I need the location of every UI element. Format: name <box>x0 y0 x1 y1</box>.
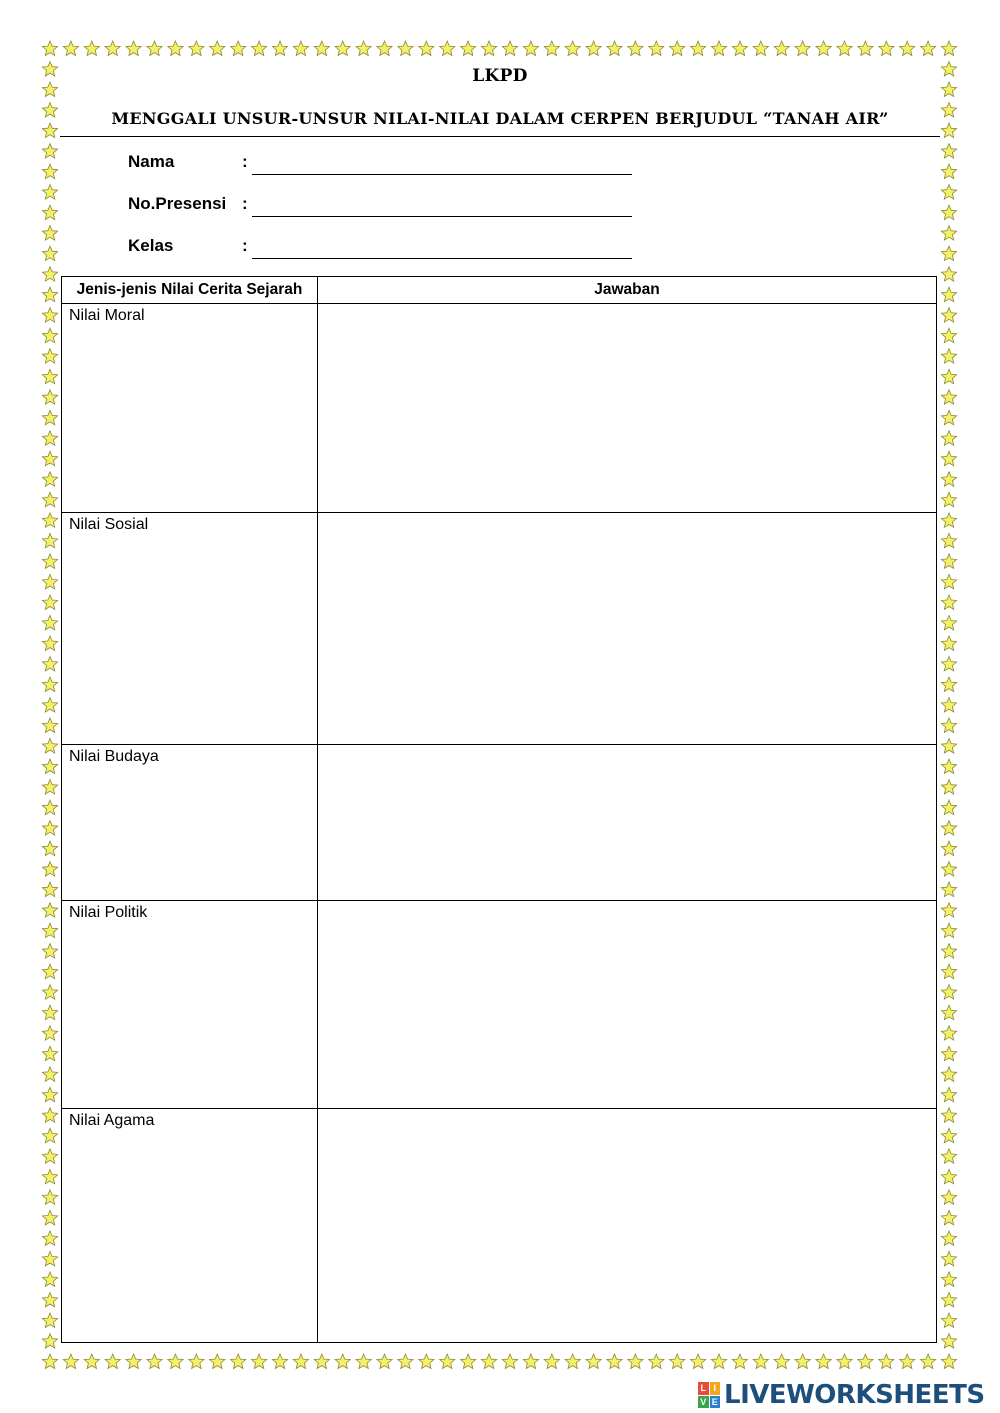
category-cell: Nilai Sosial <box>62 513 318 745</box>
star-icon <box>941 451 956 466</box>
star-icon <box>816 41 831 56</box>
star-icon <box>440 1354 455 1369</box>
star-icon <box>461 1354 476 1369</box>
star-icon <box>42 1046 57 1060</box>
star-icon <box>42 554 57 569</box>
star-icon <box>941 985 956 1000</box>
star-icon <box>732 1354 747 1369</box>
star-icon <box>941 390 956 404</box>
star-icon <box>711 1354 726 1369</box>
star-icon <box>210 41 225 56</box>
star-icon <box>607 41 622 56</box>
star-icon <box>398 1354 413 1369</box>
star-icon <box>711 41 726 56</box>
star-icon <box>42 451 57 466</box>
star-icon <box>147 41 162 56</box>
star-icon <box>377 1354 392 1369</box>
star-icon <box>42 1272 57 1287</box>
star-icon <box>42 1169 57 1183</box>
star-icon <box>941 123 956 137</box>
star-icon <box>941 821 956 836</box>
star-icon <box>42 882 57 897</box>
star-icon <box>419 41 434 56</box>
star-icon <box>941 698 956 713</box>
logo-text: LIVEWORKSHEETS <box>724 1380 985 1410</box>
star-icon <box>42 164 57 179</box>
category-cell: Nilai Moral <box>62 304 318 513</box>
star-icon <box>42 472 57 487</box>
star-icon <box>941 780 956 794</box>
star-icon <box>523 41 538 56</box>
star-icon <box>941 1313 956 1327</box>
star-icon <box>147 1354 162 1369</box>
star-icon <box>42 369 57 383</box>
star-icon <box>941 1293 956 1307</box>
star-icon <box>42 1128 57 1143</box>
values-table <box>61 276 937 1343</box>
star-icon <box>523 1354 538 1369</box>
star-icon <box>42 1313 57 1327</box>
table-row <box>62 1109 937 1343</box>
star-icon <box>42 903 57 917</box>
star-icon <box>586 41 601 56</box>
star-icon <box>941 513 956 527</box>
star-icon <box>921 1354 936 1369</box>
star-icon <box>461 41 476 56</box>
star-icon <box>168 1354 183 1369</box>
star-icon <box>42 62 57 77</box>
star-icon <box>293 1354 308 1369</box>
star-icon <box>502 41 517 56</box>
star-icon <box>42 636 57 650</box>
star-icon <box>42 287 57 302</box>
star-icon <box>42 1293 57 1307</box>
title-divider <box>60 136 940 137</box>
star-icon <box>42 205 57 220</box>
star-icon <box>691 1354 706 1369</box>
star-icon <box>691 41 706 56</box>
star-icon <box>628 41 643 56</box>
star-icon <box>941 944 956 959</box>
star-icon <box>941 862 956 877</box>
star-icon <box>481 41 496 56</box>
star-icon <box>42 431 57 446</box>
star-icon <box>42 1231 57 1246</box>
star-icon <box>42 513 57 527</box>
star-icon <box>105 1354 120 1369</box>
star-icon <box>544 1354 559 1369</box>
table-row <box>62 304 937 513</box>
star-icon <box>858 1354 873 1369</box>
star-icon <box>670 41 685 56</box>
star-icon <box>42 1108 57 1123</box>
star-icon <box>921 41 936 56</box>
star-icon <box>42 1087 57 1102</box>
star-icon <box>210 1354 225 1369</box>
star-icon <box>42 103 57 118</box>
star-icon <box>941 1128 956 1143</box>
field-label: Kelas <box>128 236 174 255</box>
star-icon <box>42 328 57 343</box>
category-cell: Nilai Politik <box>62 901 318 1109</box>
table-row <box>62 901 937 1109</box>
star-icon <box>252 41 267 56</box>
star-icon <box>42 185 57 200</box>
star-icon <box>42 1190 57 1204</box>
star-icon <box>42 841 57 856</box>
star-icon <box>941 246 956 260</box>
no-presensi-input-line[interactable] <box>252 216 632 217</box>
answer-cell[interactable] <box>318 901 937 1109</box>
star-icon <box>941 1149 956 1164</box>
star-icon <box>941 1210 956 1225</box>
liveworksheets-logo <box>698 1380 985 1410</box>
star-icon <box>42 964 57 979</box>
star-icon <box>42 123 57 137</box>
star-icon <box>63 1354 78 1369</box>
star-icon <box>941 82 956 97</box>
star-icon <box>42 349 57 364</box>
answer-cell[interactable] <box>318 745 937 901</box>
star-icon <box>42 657 57 671</box>
star-icon <box>774 1354 789 1369</box>
star-icon <box>42 1149 57 1164</box>
star-icon <box>42 944 57 959</box>
star-icon <box>105 41 120 56</box>
star-icon <box>42 718 57 733</box>
star-icon <box>941 1108 956 1123</box>
table-header-row <box>62 277 937 304</box>
star-icon <box>941 882 956 897</box>
star-icon <box>168 41 183 56</box>
star-icon <box>377 41 392 56</box>
star-icon <box>502 1354 517 1369</box>
star-icon <box>42 1210 57 1225</box>
star-icon <box>795 1354 810 1369</box>
star-icon <box>565 1354 580 1369</box>
star-icon <box>63 41 78 56</box>
field-colon: : <box>242 194 248 213</box>
star-icon <box>837 1354 852 1369</box>
star-icon <box>753 1354 768 1369</box>
star-icon <box>941 1046 956 1060</box>
star-icon <box>42 1026 57 1040</box>
star-icon <box>42 800 57 815</box>
document-subtitle: MENGGALI UNSUR-UNSUR NILAI-NILAI DALAM CERPEN BERJUDUL “TANAH AIR” <box>111 109 889 128</box>
star-icon <box>941 1231 956 1246</box>
star-icon <box>941 328 956 343</box>
star-icon <box>941 574 956 589</box>
star-icon <box>941 410 956 425</box>
star-icon <box>941 759 956 774</box>
star-icon <box>84 41 99 56</box>
star-icon <box>231 41 246 56</box>
column-header-category: Jenis-jenis Nilai Cerita Sejarah <box>62 277 318 304</box>
answer-cell[interactable] <box>318 513 937 745</box>
star-icon <box>42 410 57 425</box>
star-icon <box>42 308 57 323</box>
star-icon <box>42 615 57 630</box>
answer-cell[interactable] <box>318 1109 937 1343</box>
star-icon <box>941 185 956 200</box>
star-icon <box>941 205 956 220</box>
star-icon <box>628 1354 643 1369</box>
field-label: No.Presensi <box>128 194 227 213</box>
star-icon <box>941 1354 956 1369</box>
star-icon <box>858 41 873 56</box>
logo-icon: L I V E <box>698 1382 720 1408</box>
star-icon <box>941 800 956 815</box>
star-icon <box>941 1026 956 1040</box>
star-icon <box>126 41 141 56</box>
star-icon <box>42 492 57 507</box>
star-icon <box>941 1272 956 1287</box>
star-icon <box>941 964 956 979</box>
star-icon <box>335 41 350 56</box>
star-icon <box>879 1354 894 1369</box>
star-icon <box>941 1169 956 1183</box>
star-icon <box>941 103 956 118</box>
star-icon <box>565 41 580 56</box>
star-icon <box>941 431 956 446</box>
star-icon <box>941 1005 956 1020</box>
star-icon <box>42 390 57 404</box>
star-icon <box>440 41 455 56</box>
star-icon <box>42 574 57 589</box>
star-icon <box>314 1354 329 1369</box>
star-icon <box>356 1354 371 1369</box>
star-icon <box>42 1005 57 1020</box>
star-icon <box>42 985 57 1000</box>
field-colon: : <box>242 152 248 171</box>
star-icon <box>231 1354 246 1369</box>
star-icon <box>42 698 57 713</box>
star-icon <box>941 287 956 302</box>
star-icon <box>900 41 915 56</box>
star-icon <box>42 862 57 877</box>
star-icon <box>941 492 956 507</box>
field-colon: : <box>242 236 248 255</box>
star-icon <box>356 41 371 56</box>
star-icon <box>189 41 204 56</box>
table-row <box>62 513 937 745</box>
star-icon <box>941 657 956 671</box>
star-icon <box>900 1354 915 1369</box>
star-icon <box>335 1354 350 1369</box>
star-icon <box>941 595 956 610</box>
star-icon <box>753 41 768 56</box>
star-icon <box>732 41 747 56</box>
star-icon <box>42 246 57 260</box>
star-icon <box>941 903 956 917</box>
star-icon <box>42 1067 57 1082</box>
star-icon <box>941 62 956 77</box>
star-icon <box>126 1354 141 1369</box>
column-header-answer: Jawaban <box>318 277 937 304</box>
star-icon <box>941 41 956 56</box>
category-cell: Nilai Agama <box>62 1109 318 1343</box>
star-icon <box>941 554 956 569</box>
star-icon <box>586 1354 601 1369</box>
star-icon <box>544 41 559 56</box>
star-icon <box>272 41 287 56</box>
star-icon <box>670 1354 685 1369</box>
star-icon <box>42 1334 57 1349</box>
star-icon <box>941 1190 956 1204</box>
star-icon <box>607 1354 622 1369</box>
star-icon <box>481 1354 496 1369</box>
star-icon <box>941 1067 956 1082</box>
star-icon <box>941 267 956 281</box>
nama-input-line[interactable] <box>252 174 632 175</box>
star-icon <box>272 1354 287 1369</box>
star-icon <box>941 615 956 630</box>
star-icon <box>837 41 852 56</box>
star-icon <box>42 923 57 937</box>
star-icon <box>42 780 57 794</box>
star-icon <box>941 369 956 383</box>
star-icon <box>42 759 57 774</box>
star-icon <box>42 226 57 241</box>
category-cell: Nilai Budaya <box>62 745 318 901</box>
star-icon <box>941 164 956 179</box>
star-icon <box>816 1354 831 1369</box>
star-icon <box>941 718 956 733</box>
star-icon <box>293 41 308 56</box>
star-icon <box>42 144 57 159</box>
star-icon <box>42 595 57 610</box>
star-icon <box>941 1087 956 1102</box>
star-icon <box>795 41 810 56</box>
star-icon <box>941 739 956 754</box>
document-title: LKPD <box>472 66 528 86</box>
star-icon <box>314 41 329 56</box>
star-icon <box>419 1354 434 1369</box>
star-icon <box>84 1354 99 1369</box>
star-icon <box>42 1354 57 1369</box>
star-icon <box>879 41 894 56</box>
star-icon <box>941 1334 956 1349</box>
star-icon <box>941 144 956 159</box>
star-icon <box>42 677 57 692</box>
star-icon <box>649 1354 664 1369</box>
star-icon <box>398 41 413 56</box>
star-icon <box>941 349 956 364</box>
star-icon <box>941 923 956 937</box>
field-label: Nama <box>128 152 175 171</box>
star-icon <box>42 821 57 836</box>
star-icon <box>941 636 956 650</box>
star-icon <box>941 533 956 547</box>
star-icon <box>42 533 57 547</box>
star-icon <box>941 1251 956 1266</box>
star-icon <box>42 739 57 754</box>
star-icon <box>941 841 956 856</box>
star-icon <box>42 41 57 56</box>
star-icon <box>649 41 664 56</box>
star-icon <box>189 1354 204 1369</box>
star-icon <box>941 308 956 323</box>
star-icon <box>941 472 956 487</box>
star-icon <box>42 1251 57 1266</box>
answer-cell[interactable] <box>318 304 937 513</box>
kelas-input-line[interactable] <box>252 258 632 259</box>
star-icon <box>42 82 57 97</box>
table-row <box>62 745 937 901</box>
star-icon <box>42 267 57 281</box>
star-icon <box>252 1354 267 1369</box>
star-icon <box>941 677 956 692</box>
star-icon <box>774 41 789 56</box>
star-icon <box>941 226 956 241</box>
